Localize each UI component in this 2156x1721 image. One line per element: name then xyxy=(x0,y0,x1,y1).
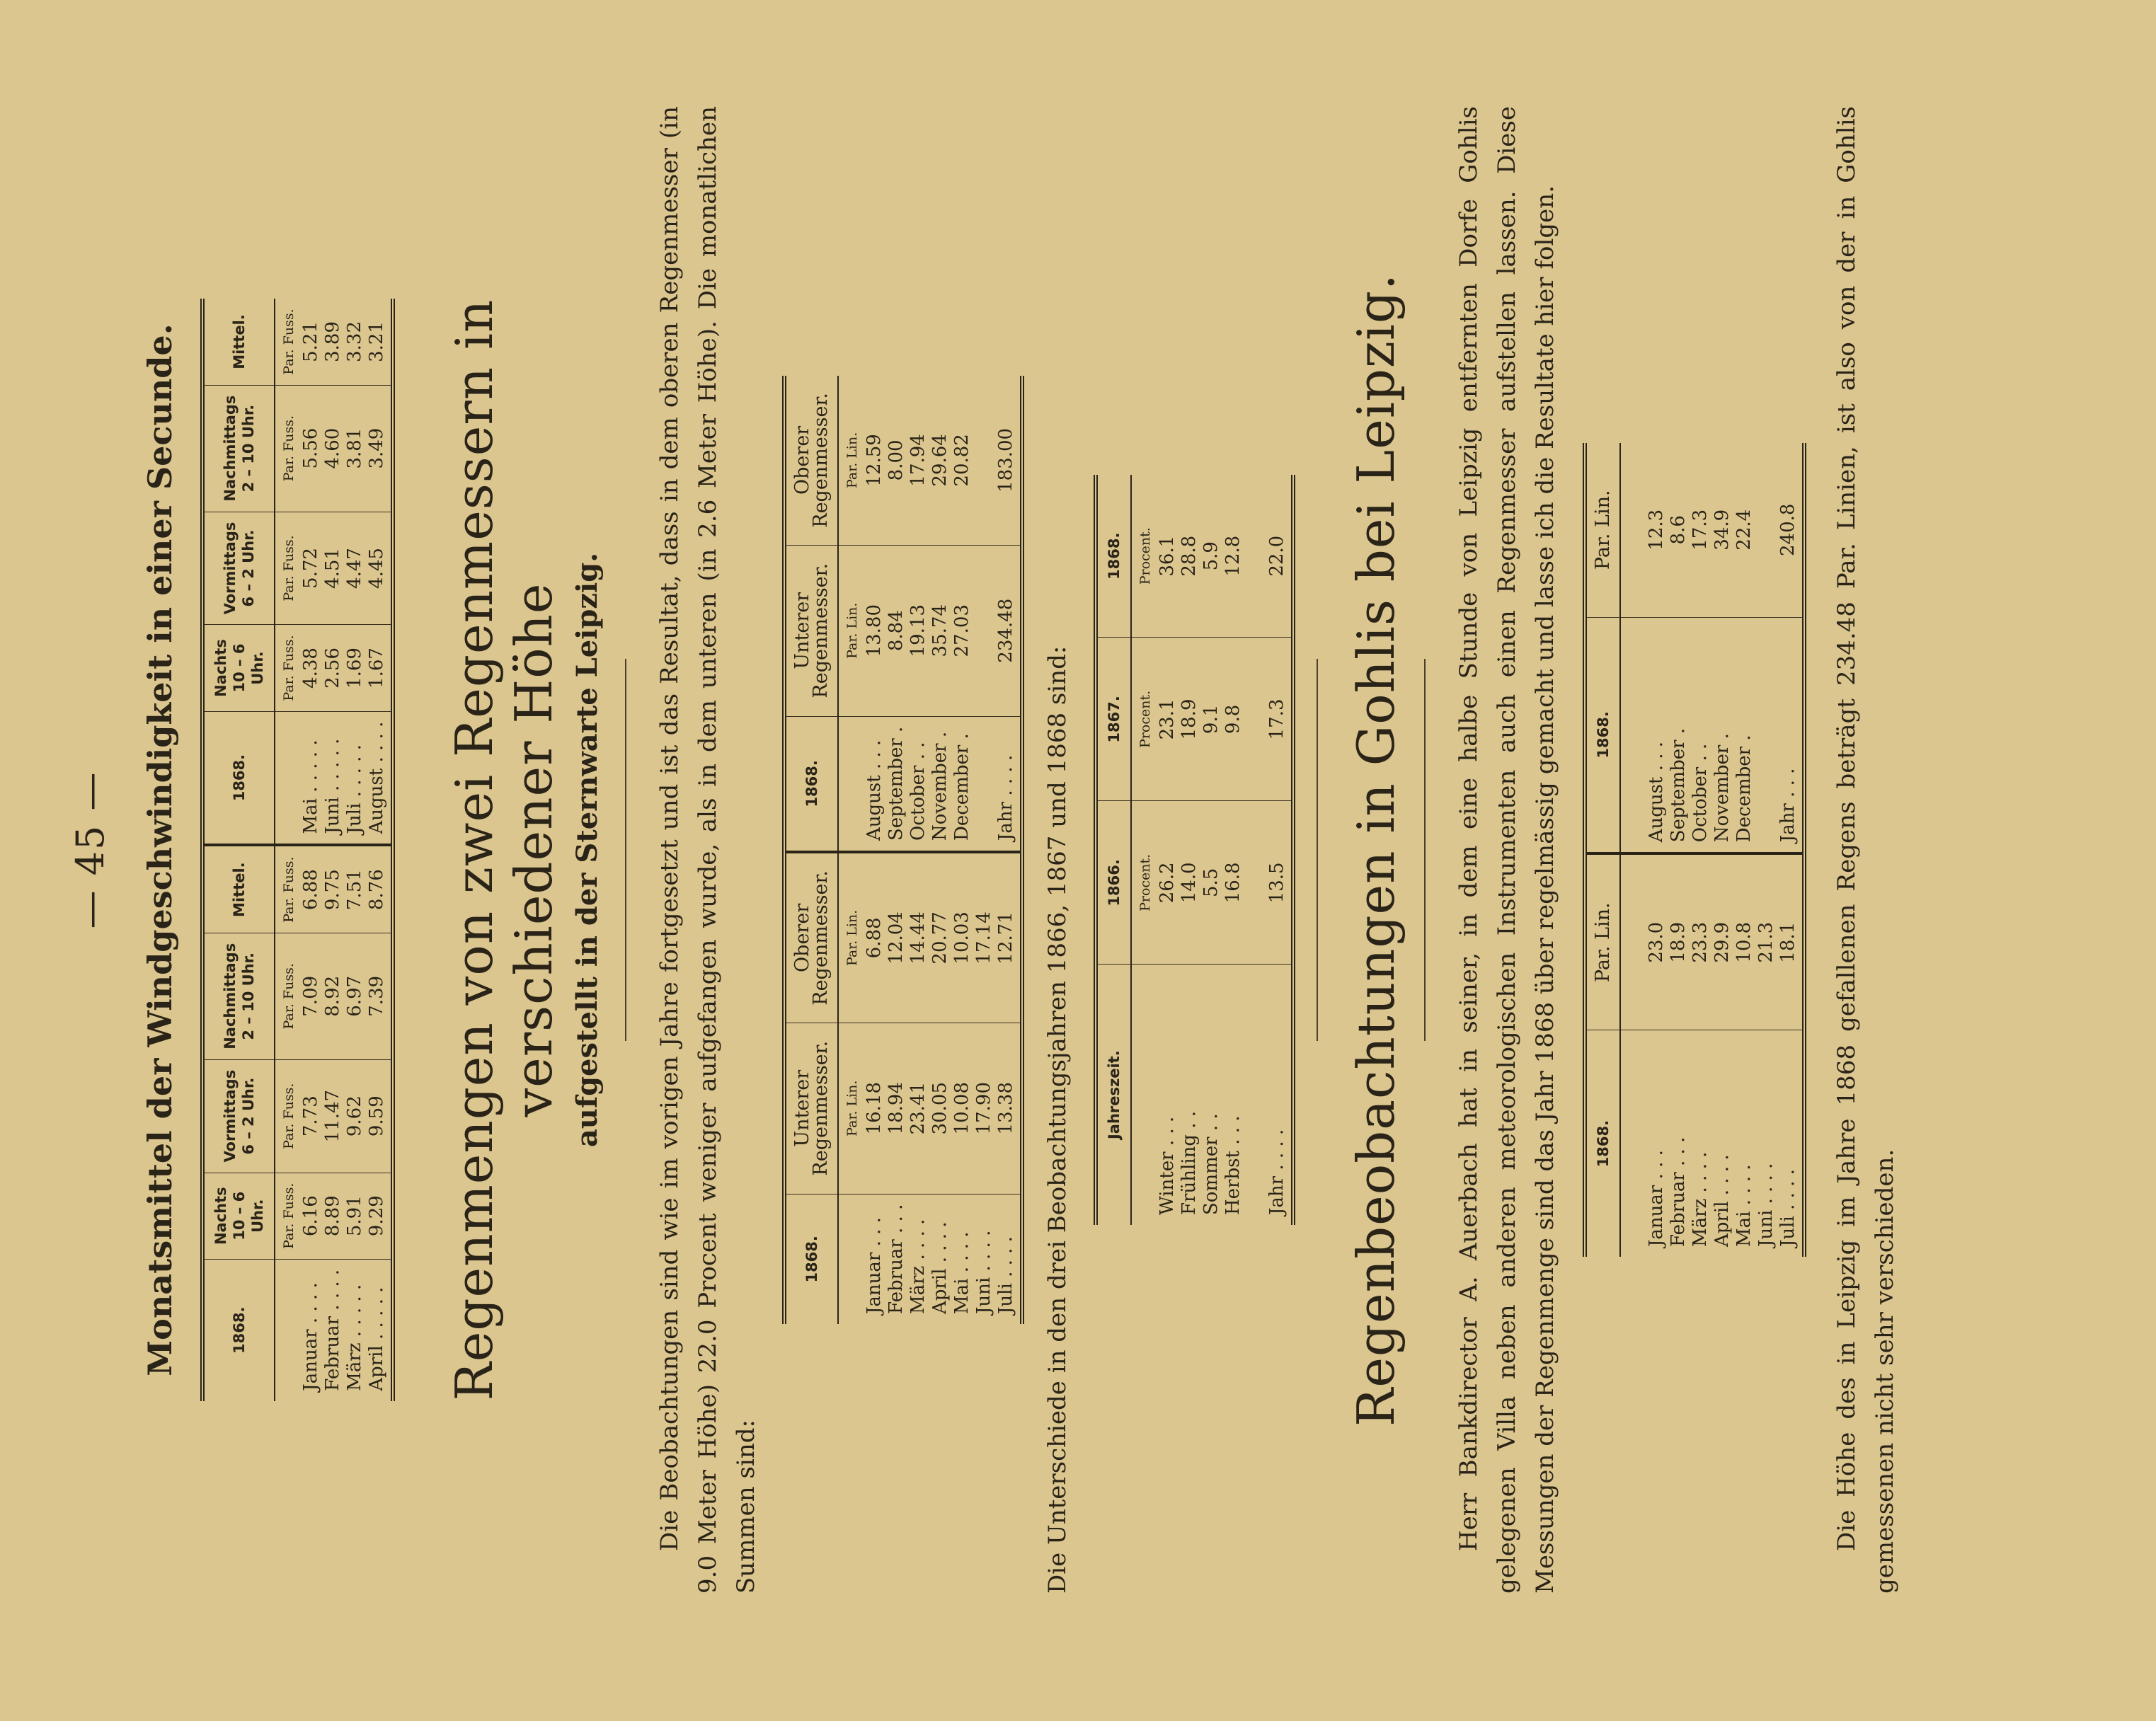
morning-values: Par. Fuss. 5.72 4.51 4.47 4.45 xyxy=(275,512,393,625)
month-list: Januar . . . Februar . . . März . . . . April . . . . Mai . . . . Juni . . . . Juli . . . . xyxy=(864,1204,1016,1314)
divider xyxy=(1317,659,1318,1041)
values-1866: Procent. 26.2 14.0 5.5 16.8 13.5 xyxy=(1131,801,1293,965)
year-total-value: 240.8 xyxy=(1777,503,1799,556)
col-header-mean: Mittel. xyxy=(202,299,275,385)
month-list: August . . . September . October . . November . December . Jahr . . . xyxy=(1620,617,1804,853)
rain-gauges-paragraph: Die Beobachtungen sind wie im vorigen Jahre fortgesetzt und ist das Resultat, dass in dem oberen Regenmesser (in 9.0 Meter Höhe) 22.0 Procent weniger aufgefangen wurde, als in dem unteren (in 2.6 Meter Höhe). Die monatlichen Summen sind: xyxy=(655,106,760,1594)
gohlis-title: Regenbeobachtungen in Gohlis bei Leipzig. xyxy=(1346,273,1406,1427)
lower-gauge-values: Par. Lin. 16.18 18.94 23.41 30.05 10.08 17.90 13.38 xyxy=(838,1023,1022,1194)
afternoon-values: Par. Fuss. 7.09 8.92 6.97 7.39 xyxy=(275,933,393,1059)
rain-values: 12.3 8.6 17.3 34.9 22.4 240.8 xyxy=(1620,443,1804,617)
divider xyxy=(625,659,626,1041)
col-header-month: 1868. xyxy=(1585,1030,1620,1257)
year-total-label: Jahr . . . xyxy=(1777,768,1799,843)
rain-gauges-title: Regenmengen von zwei Regenmessern in verschiedener Höhe xyxy=(445,299,563,1401)
col-header-morning: Vormittags 6 – 2 Uhr. xyxy=(202,512,275,625)
col-header-1868: 1868. xyxy=(1096,475,1131,638)
month-list: August . . . September . October . . November . December . Jahr . . . . xyxy=(838,716,1022,852)
night-values: Par. Fuss. 6.16 8.89 5.91 9.29 xyxy=(275,1173,393,1259)
col-header-month: 1868. xyxy=(784,1194,838,1324)
closing-paragraph: Die Höhe des in Leipzig im Jahre 1868 gefallenen Regens beträgt 234.48 Par. Linien, ist also von der in Gohlis gemessenen nicht sehr verschieden. xyxy=(1833,106,1899,1594)
col-header-season: Jahreszeit. xyxy=(1096,965,1131,1225)
col-header-mean: Mittel. xyxy=(202,845,275,933)
col-header-afternoon: Nachmittags 2 – 10 Uhr. xyxy=(202,933,275,1059)
upper-gauge-values: Par. Lin. 6.88 12.04 14.44 20.77 10.03 17.14 12.71 xyxy=(838,852,1022,1023)
page-number: — 45 — xyxy=(68,771,113,929)
col-header-lower-gauge: Unterer Regenmesser. xyxy=(784,545,838,716)
rain-values: 23.0 18.9 23.3 29.9 10.8 21.3 18.1 xyxy=(1620,853,1804,1030)
values-1868: Procent. 36.1 28.8 5.9 12.8 22.0 xyxy=(1131,475,1293,638)
season-list: Winter . . . Frühling . . Sommer . . Herbst . . . Jahr . . . . xyxy=(1157,1110,1288,1215)
wind-speed-title: Monatsmittel der Windgeschwindigkeit in einer Secunde. xyxy=(141,323,179,1376)
year-total-lower: 234.48 xyxy=(995,598,1016,663)
col-header-afternoon: Nachmittags 2 – 10 Uhr. xyxy=(202,385,275,512)
rain-gauges-table xyxy=(782,106,1024,1594)
morning-values: Par. Fuss. 7.73 11.47 9.62 9.59 xyxy=(275,1059,393,1173)
differences-caption: Die Unterschiede in den drei Beobachtungsjahren 1866, 1867 und 1868 sind: xyxy=(1043,645,1072,1594)
col-header-night: Nachts 10 – 6 Uhr. xyxy=(202,1173,275,1259)
col-header-1866: 1866. xyxy=(1096,801,1131,965)
divider xyxy=(1424,659,1426,1041)
year-total-label: Jahr . . . . xyxy=(995,754,1016,841)
month-list: Januar . . . . Februar . . . . März . . . . . April . . . . . xyxy=(300,1269,387,1391)
differences-table xyxy=(1094,106,1295,1594)
col-header-month: 1868. xyxy=(784,716,838,852)
month-list: Januar . . . Februar . . . März . . . . April . . . . Mai . . . . Juni . . . . Juli . . . . xyxy=(1646,1136,1799,1247)
col-header-par-lin: Par. Lin. xyxy=(1585,853,1620,1030)
col-header-upper-gauge: Oberer Regenmesser. xyxy=(784,852,838,1023)
gohlis-paragraph: Herr Bankdirector A. Auerbach hat in seiner, in dem eine halbe Stunde von Leipzig entfernten Dorfe Gohlis gelegenen Villa neben anderen meteorologischen Instrumenten auch einen Regenmesser aufstellen lassen. Diese Messungen der Regenmenge sind das Jahr 1868 über regelmässig gemacht und lasse ich die Resultate hier folgen. xyxy=(1455,106,1559,1594)
wind-speed-table xyxy=(200,106,395,1594)
lower-gauge-values: Par. Lin. 13.80 8.84 19.13 35.74 27.03 234.48 xyxy=(838,545,1022,716)
col-header-par-lin: Par. Lin. xyxy=(1585,443,1620,617)
mean-values: Par. Fuss. 5.21 3.89 3.32 3.21 xyxy=(275,299,393,385)
values-1867: Procent. 23.1 18.9 9.1 9.8 17.3 xyxy=(1131,638,1293,801)
col-header-upper-gauge: Oberer Regenmesser. xyxy=(784,376,838,545)
gohlis-table xyxy=(1583,106,1806,1594)
col-header-month: 1868. xyxy=(202,1259,275,1400)
mean-values: Par. Fuss. 6.88 9.75 7.51 8.76 xyxy=(275,845,393,933)
rain-gauges-subtitle: aufgestellt in der Sternwarte Leipzig. xyxy=(570,552,604,1148)
col-header-1867: 1867. xyxy=(1096,638,1131,801)
afternoon-values: Par. Fuss. 5.56 4.60 3.81 3.49 xyxy=(275,385,393,512)
upper-gauge-values: Par. Lin. 12.59 8.00 17.94 29.64 20.82 183.00 xyxy=(838,376,1022,545)
month-list: Mai . . . . . Juni . . . . . Juli . . . . . August . . . . xyxy=(275,711,393,845)
night-values: Par. Fuss. 4.38 2.56 1.69 1.67 xyxy=(275,625,393,711)
col-header-month: 1868. xyxy=(1585,617,1620,853)
year-total-upper: 183.00 xyxy=(995,427,1016,493)
col-header-month: 1868. xyxy=(202,711,275,845)
col-header-night: Nachts 10 – 6 Uhr. xyxy=(202,625,275,711)
col-header-morning: Vormittags 6 – 2 Uhr. xyxy=(202,1059,275,1173)
col-header-lower-gauge: Unterer Regenmesser. xyxy=(784,1023,838,1194)
